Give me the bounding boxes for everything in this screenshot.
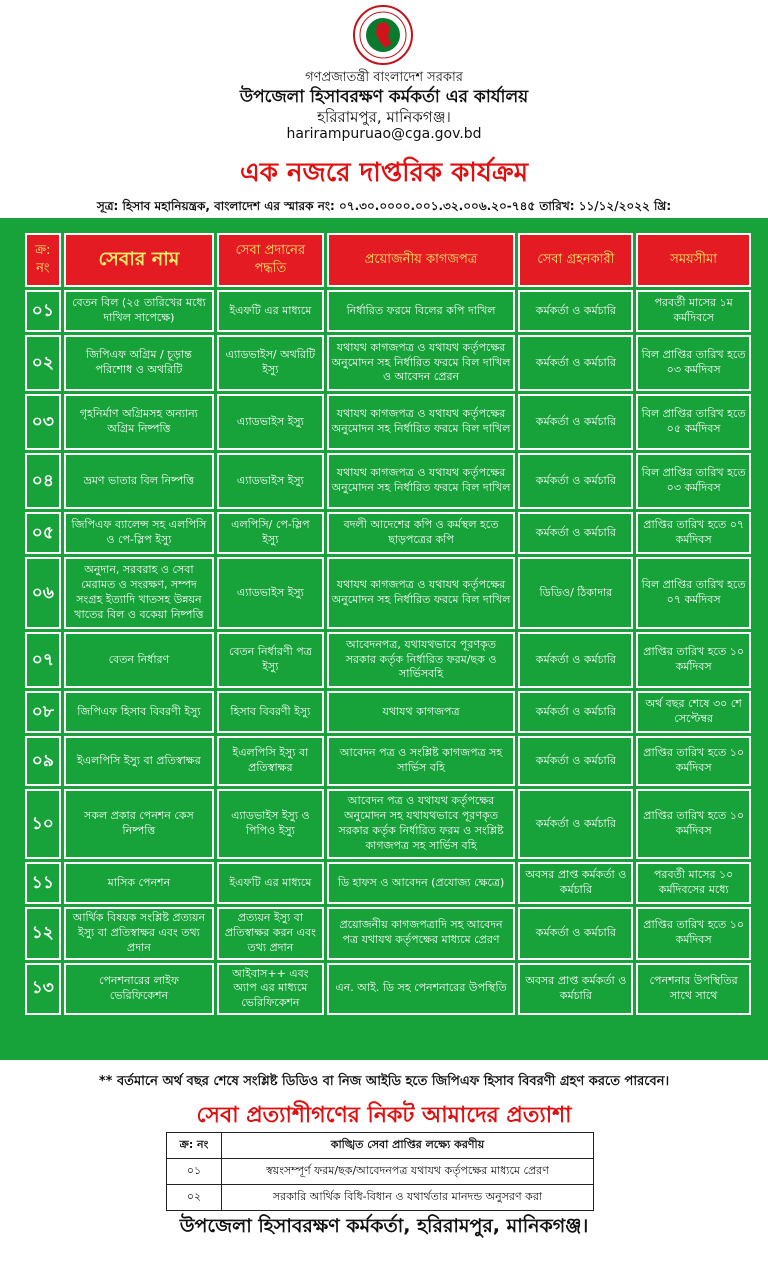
cell-sl: ০৪ [25,453,61,509]
cell-sl: ০৯ [25,736,61,786]
expectation-table [166,1132,594,1211]
cell-sl: ০৭ [25,632,61,688]
cell-time: প্রাপ্তির তারিখ হতে ০৭ কর্মদিবস [636,512,751,554]
office-name: উপজেলা হিসাবরক্ষণ কর্মকর্তা এর কার্যালয় [239,87,529,107]
col-header-serial: ক্র: নং [25,233,61,287]
cell-service: আর্থিক বিষয়ক সংশ্লিষ্ট প্রত্যয়ন ইস্যু বা প্রতিস্বাক্ষর এবং তথ্য প্রদান [64,907,214,960]
table-row [25,557,751,629]
cell-method: এলপিসি/ পে-স্লিপ ইস্যু [217,512,323,554]
cell-time: প্রাপ্তির তারিখ হতে ১০ কর্মদিবস [636,736,751,786]
exp-serial: ০২ [167,1185,222,1211]
cell-recipient: ডিডিও/ ঠিকাদার [518,557,633,629]
cell-service: অনুদান, সরবরাহ ও সেবা মেরামত ও সংরক্ষণ, সম্পদ সংগ্রহ ইত্যাদি খাতসহ উন্নয়ন খাতের বিল ও বকেয়া নিষ্পত্তি [64,557,214,629]
col-header-service: সেবার নাম [64,233,214,287]
cell-method: ইএলপিসি ইস্যু বা প্রতিস্বাক্ষর [217,736,323,786]
expectation-title: সেবা প্রত্যাশীগণের নিকট আমাদের প্রত্যাশা [196,1103,572,1128]
exp-text: সরকারি আর্থিক বিধি-বিধান ও যথার্থতার মানদন্ড অনুসরণ করা [222,1185,594,1211]
cell-method: প্রত্যয়ন ইস্যু বা প্রতিস্বাক্ষর করন এবং তথ্য প্রদান [217,907,323,960]
cell-method: ইএফটি এর মাধ্যমে [217,862,323,904]
cell-recipient: কর্মকর্তা ও কর্মচারি [518,335,633,391]
cell-service: মাসিক পেনশন [64,862,214,904]
cell-docs: আবেদনপত্র, যথাযথভাবে পূরণকৃত সরকার কর্তৃক নির্ধারিত ফরম/ছক ও সার্ভিসবহি [327,632,516,688]
cell-time: পরবর্তী মাসের ১০ কর্মদিবসের মধ্যে [636,862,751,904]
cell-recipient: কর্মকর্তা ও কর্মচারি [518,907,633,960]
cell-service: জিপিএফ ব্যালেন্স সহ এলপিসি ও পে-স্লিপ ইস্যু [64,512,214,554]
table-row [25,963,751,1016]
cell-method: এ্যাডভাইস/ অথরিটি ইস্যু [217,335,323,391]
cell-sl: ০২ [25,335,61,391]
col-header-time: সময়সীমা [636,233,751,287]
cell-recipient: কর্মকর্তা ও কর্মচারি [518,691,633,733]
cell-docs: এন. আই. ডি সহ পেনশনারের উপস্থিতি [327,963,516,1016]
cell-sl: ১০ [25,789,61,859]
table-row [25,290,751,332]
cell-service: বেতন বিল (২৫ তারিখের মধ্যে দাখিল সাপেক্ষে) [64,290,214,332]
table-header-row [25,233,751,287]
cell-method: বেতন নির্ধারণী পত্র ইস্যু [217,632,323,688]
reference-line: সূত্র: হিসাব মহানিয়ন্ত্রক, বাংলাদেশ এর স্মারক নং: ০৭.৩০.০০০০.০০১.৩২.০০৬.২০-৭৪৫ তারিখ: ১১/১২/২০২২ খ্রি: [96,199,672,213]
exp-col-serial: ক্র: নং [167,1133,222,1159]
cell-recipient: কর্মকর্তা ও কর্মচারি [518,736,633,786]
cell-docs: ডি হাফস ও আবেদন (প্রযোজ্য ক্ষেত্রে) [327,862,516,904]
office-address: হরিরামপুর, মানিকগঞ্জ। [317,108,451,126]
page-title: এক নজরে দাপ্তরিক কার্যক্রম [239,158,529,188]
cell-recipient: অবসর প্রাপ্ত কর্মকর্তা ও কর্মচারি [518,963,633,1016]
cell-sl: ০৩ [25,394,61,450]
cell-docs: নির্ধারিত ফরমে বিলের কপি দাখিল [327,290,516,332]
cell-recipient: কর্মকর্তা ও কর্মচারি [518,453,633,509]
col-header-method: সেবা প্রদানের পদ্ধতি [217,233,323,287]
table-row [25,394,751,450]
cell-time: প্রাপ্তির তারিখ হতে ১০ কর্মদিবস [636,632,751,688]
col-header-documents: প্রয়োজনীয় কাগজপত্র [327,233,516,287]
cell-method: হিসাব বিবরণী ইস্যু [217,691,323,733]
cell-sl: ০১ [25,290,61,332]
table-row [25,736,751,786]
cell-time: বিল প্রাপ্তির তারিখ হতে ০৩ কর্মদিবস [636,335,751,391]
cell-docs: যথাযথ কাগজপত্র ও যথাযথ কর্তৃপক্ষের অনুমোদন সহ নির্ধারিত ফরমে বিল দাখিল [327,394,516,450]
table-row [25,789,751,859]
cell-method: এ্যাডভাইস ইস্যু ও পিপিও ইস্যু [217,789,323,859]
cell-docs: আবেদন পত্র ও সংশ্লিষ্ট কাগজপত্র সহ সার্ভিস বহি [327,736,516,786]
exp-serial: ০১ [167,1159,222,1185]
cell-recipient: কর্মকর্তা ও কর্মচারি [518,290,633,332]
cell-method: ইএফটি এর মাধ্যমে [217,290,323,332]
cell-service: পেনশনারের লাইফ ভেরিফিকেশন [64,963,214,1016]
table-row [25,632,751,688]
cell-docs: আবেদন পত্র ও যথাযথ কর্তৃপক্ষের অনুমোদন সহ যথাযথভাবে পূরণকৃত সরকার কর্তৃক নির্ধারিত ফরম ও সংশ্লিষ্ট কাগজপত্র সহ সার্ভিস বহি [327,789,516,859]
cell-sl: ০৮ [25,691,61,733]
government-name: গণপ্রজাতন্ত্রী বাংলাদেশ সরকার [305,70,463,85]
cell-docs: বদলী আদেশের কপি ও কর্মস্থল হতে ছাড়পত্রের কপি [327,512,516,554]
cell-service: ভ্রমণ ভাতার বিল নিষ্পত্তি [64,453,214,509]
government-seal-icon [352,4,414,66]
cell-service: ইএলপিসি ইস্যু বা প্রতিস্বাক্ষর [64,736,214,786]
cell-recipient: কর্মকর্তা ও কর্মচারি [518,632,633,688]
cell-method: এ্যাডভাইস ইস্যু [217,394,323,450]
cell-docs: যথাযথ কাগজপত্র ও যথাযথ কর্তৃপক্ষের অনুমোদন সহ নির্ধারিত ফরমে বিল দাখিল ও আবেদন প্রেরন [327,335,516,391]
table-row [25,862,751,904]
office-email: harirampuruao@cga.gov.bd [286,126,482,142]
service-board [0,218,768,1060]
table-row [25,335,751,391]
col-header-recipient: সেবা গ্রহনকারী [518,233,633,287]
cell-service: সকল প্রকার পেনশন কেস নিষ্পত্তি [64,789,214,859]
signature-line: উপজেলা হিসাবরক্ষণ কর্মকর্তা, হরিরামপুর, মানিকগঞ্জ। [179,1215,589,1237]
cell-time: পেনশনার উপস্থিতির সাথে সাথে [636,963,751,1016]
table-row [25,907,751,960]
cell-docs: যথাযথ কাগজপত্র ও যথাযথ কর্তৃপক্ষের অনুমোদন সহ নির্ধারিত ফরমে বিল দাখিল [327,557,516,629]
cell-sl: ১৩ [25,963,61,1016]
cell-method: এ্যাডভাইস ইস্যু [217,557,323,629]
cell-time: বিল প্রাপ্তির তারিখ হতে ০৭ কর্মদিবস [636,557,751,629]
cell-time: বিল প্রাপ্তির তারিখ হতে ০৩ কর্মদিবস [636,453,751,509]
cell-service: জিপিএফ অগ্রিম / চূড়ান্ত পরিশোধ ও অথরিটি [64,335,214,391]
services-table [22,230,754,1018]
table-row [25,691,751,733]
cell-time: প্রাপ্তির তারিখ হতে ১০ কর্মদিবস [636,907,751,960]
cell-sl: ০৫ [25,512,61,554]
cell-service: জিপিএফ হিসাব বিবরণী ইস্যু [64,691,214,733]
cell-service: গৃহনির্মাণ অগ্রিমসহ অন্যান্য অগ্রিম নিষ্পত্তি [64,394,214,450]
cell-time: অর্থ বছর শেষে ৩০ শে সেপ্টেম্বর [636,691,751,733]
cell-docs: যথাযথ কাগজপত্র ও যথাযথ কর্তৃপক্ষের অনুমোদন সহ নির্ধারিত ফরমে বিল দাখিল [327,453,516,509]
cell-recipient: কর্মকর্তা ও কর্মচারি [518,789,633,859]
cell-sl: ১২ [25,907,61,960]
exp-text: স্বয়ংসম্পূর্ণ ফরম/ছক/আবেদনপত্র যথাযথ কর্তৃপক্ষের মাধ্যমে প্রেরণ [222,1159,594,1185]
cell-time: প্রাপ্তির তারিখ হতে ১০ কর্মদিবস [636,789,751,859]
footnote: ** বর্তমানে অর্থ বছর শেষে সংশ্লিষ্ট ডিডিও বা নিজ আইডি হতে জিপিএফ হিসাব বিবরণী গ্রহণ করতে পারবেন। [98,1074,670,1089]
cell-service: বেতন নির্ধারণ [64,632,214,688]
cell-recipient: অবসর প্রাপ্ত কর্মকর্তা ও কর্মচারি [518,862,633,904]
cell-method: আইবাস++ এবং অ্যাপ এর মাধ্যমে ভেরিফিকেশন [217,963,323,1016]
table-row [25,453,751,509]
cell-docs: প্রয়োজনীয় কাগজপত্রাদি সহ আবেদন পত্র যথাযথ কর্তৃপক্ষের মাধ্যমে প্রেরণ [327,907,516,960]
cell-sl: ০৬ [25,557,61,629]
exp-col-action: কাঙ্খিত সেবা প্রাপ্তির লক্ষ্যে করণীয় [222,1133,594,1159]
cell-recipient: কর্মকর্তা ও কর্মচারি [518,394,633,450]
cell-docs: যথাযথ কাগজপত্র [327,691,516,733]
cell-method: এ্যাডভাইস ইস্যু [217,453,323,509]
cell-recipient: কর্মকর্তা ও কর্মচারি [518,512,633,554]
table-row [167,1159,594,1185]
cell-time: বিল প্রাপ্তির তারিখ হতে ০৫ কর্মদিবস [636,394,751,450]
expectation-header-row [167,1133,594,1159]
table-row [25,512,751,554]
cell-time: পরবর্তী মাসের ১ম কর্মদিবসে [636,290,751,332]
cell-sl: ১১ [25,862,61,904]
table-row [167,1185,594,1211]
